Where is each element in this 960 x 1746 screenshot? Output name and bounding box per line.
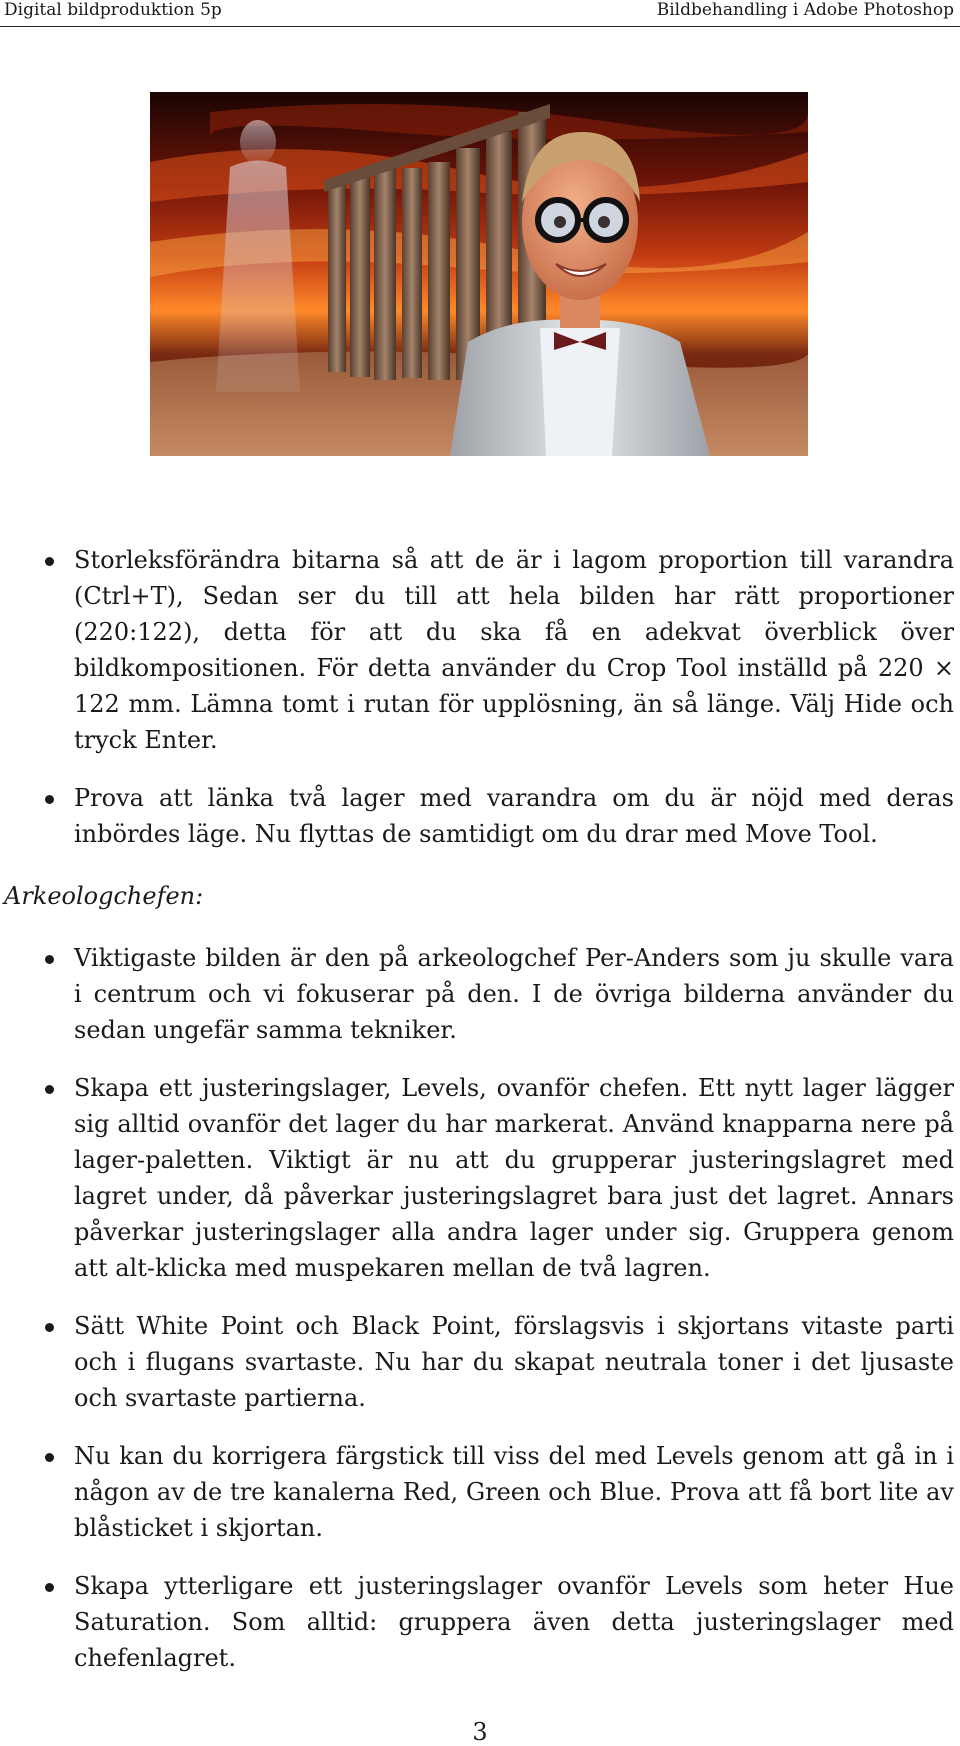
list-item [0, 1308, 960, 1416]
header-course-title: Digital bildproduktion 5p [4, 0, 222, 20]
list-item [0, 940, 960, 1048]
list-item [0, 1070, 960, 1286]
list-item-text: Prova att länka två lager med varandra om du är nöjd med deras inbördes läge. Nu flyttas de samtidigt om du drar med Move Tool. [74, 784, 954, 848]
instruction-list-2 [0, 940, 960, 1676]
list-item [0, 1438, 960, 1546]
header-chapter-title: Bildbehandling i Adobe Photoshop [656, 0, 954, 20]
list-item-text: Skapa ytterligare ett justeringslager ovanför Levels som heter Hue Saturation. Som alltid: gruppera även detta justeringslager med chefenlagret. [74, 1572, 954, 1672]
bullet-icon [45, 1085, 54, 1094]
list-item [0, 780, 960, 852]
list-item [0, 1568, 960, 1676]
bullet-icon [45, 795, 54, 804]
list-item-text: Nu kan du korrigera färgstick till viss del med Levels genom att gå in i någon av de tre kanalerna Red, Green och Blue. Prova att få bort lite av blåsticket i skjortan. [74, 1442, 954, 1542]
bullet-icon [45, 1453, 54, 1462]
list-item-text: Skapa ett justeringslager, Levels, ovanför chefen. Ett nytt lager lägger sig alltid ovanför det lager du har markerat. Använd knapparna nere på lager-paletten. Viktigt är nu att du grupperar justeringslagret med lagret under, då påverkar justeringslagret bara just det lagret. Annars påverkar justeringslager alla andra lager under sig. Gruppera genom att alt-klicka med muspekaren mellan de två lagren. [74, 1074, 954, 1282]
bullet-icon [45, 1323, 54, 1332]
instruction-list-1 [0, 542, 960, 852]
bullet-icon [45, 955, 54, 964]
list-item-text: Storleksförändra bitarna så att de är i lagom proportion till varandra (Ctrl+T), Sedan ser du till att hela bilden har rätt proportioner (220:122), detta för att du ska få en adekvat överblick över bildkompositionen. För detta använder du Crop Tool inställd på 220 × 122 mm. Lämna tomt i rutan för upplösning, än så länge. Välj Hide och tryck Enter. [74, 546, 954, 754]
list-item-text: Viktigaste bilden är den på arkeologchef Per-Anders som ju skulle vara i centrum och vi fokuserar på den. I de övriga bilderna använder du sedan ungefär samma tekniker. [74, 944, 954, 1044]
list-item-text: Sätt White Point och Black Point, förslagsvis i skjortans vitaste parti och i flugans svartaste. Nu har du skapat neutrala toner i det ljusaste och svartaste partierna. [74, 1312, 954, 1412]
section-heading: Arkeologchefen: [4, 882, 204, 910]
collage-image [150, 92, 808, 456]
bullet-icon [45, 557, 54, 566]
page-number: 3 [472, 1718, 488, 1746]
bullet-icon [45, 1583, 54, 1592]
list-item [0, 542, 960, 758]
running-header [0, 0, 960, 27]
